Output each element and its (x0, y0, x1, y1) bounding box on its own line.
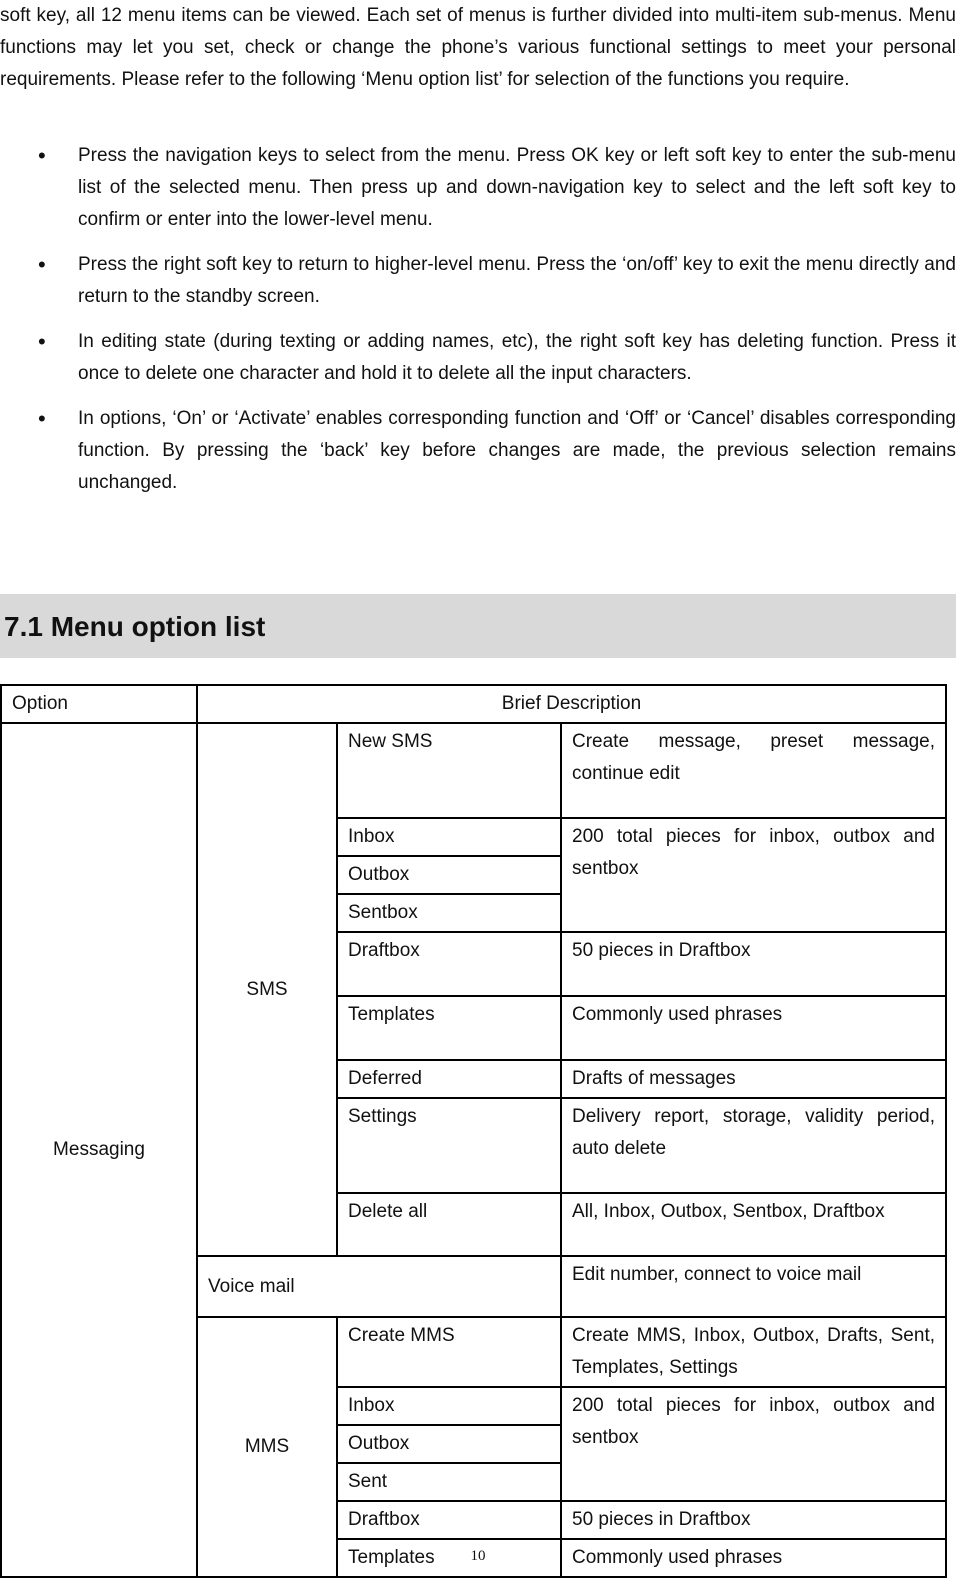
table-row (1, 723, 946, 818)
item-mms-inbox: Inbox (337, 1387, 561, 1425)
item-settings: Settings (337, 1098, 561, 1193)
item-inbox: Inbox (337, 818, 561, 856)
submenu-voice-mail: Voice mail (197, 1256, 561, 1317)
desc-settings: Delivery report, storage, validity period, auto delete (561, 1098, 946, 1193)
desc-mms-templates: Commonly used phrases (561, 1539, 946, 1577)
intro-paragraph: soft key, all 12 menu items can be viewed. Each set of menus is further divided into multi-item sub-menus. Menu functions may let you set, check or change the phone’s various functional settings to meet your personal requirements. Please refer to the following ‘Menu option list’ for selection of the functions you require. (0, 5, 956, 90)
item-mms-draftbox: Draftbox (337, 1501, 561, 1539)
list-item: • Press the navigation keys to select from the menu. Press OK key or left soft key to enter the sub-menu list of the selected menu. Then press up and down-navigation key to select and the left soft key to confirm or enter into the lower-level menu. (0, 140, 956, 236)
desc-mms-inbox-outbox-sent: 200 total pieces for inbox, outbox and sentbox (561, 1387, 946, 1501)
table-header-row (1, 685, 946, 723)
item-mms-templates: Templates (337, 1539, 561, 1577)
header-brief-description: Brief Description (197, 685, 946, 723)
item-sentbox: Sentbox (337, 894, 561, 932)
item-create-mms: Create MMS (337, 1317, 561, 1387)
desc-mms-draftbox: 50 pieces in Draftbox (561, 1501, 946, 1539)
item-mms-sent: Sent (337, 1463, 561, 1501)
item-delete-all: Delete all (337, 1193, 561, 1256)
desc-draftbox: 50 pieces in Draftbox (561, 932, 946, 996)
item-mms-outbox: Outbox (337, 1425, 561, 1463)
desc-voice-mail: Edit number, connect to voice mail (561, 1256, 946, 1317)
page-number: 10 (470, 1548, 486, 1564)
item-deferred: Deferred (337, 1060, 561, 1098)
desc-new-sms: Create message, preset message, continue edit (561, 723, 946, 818)
submenu-mms: MMS (197, 1317, 337, 1577)
desc-templates: Commonly used phrases (561, 996, 946, 1060)
desc-deferred: Drafts of messages (561, 1060, 946, 1098)
option-messaging: Messaging (1, 723, 197, 1577)
item-new-sms: New SMS (337, 723, 561, 818)
section-heading-band (0, 594, 956, 658)
desc-inbox-outbox-sentbox: 200 total pieces for inbox, outbox and sentbox (561, 818, 946, 932)
header-option: Option (1, 685, 197, 723)
menu-option-table (0, 684, 947, 1578)
instruction-list (0, 140, 956, 512)
desc-delete-all: All, Inbox, Outbox, Sentbox, Draftbox (561, 1193, 946, 1256)
list-item: • In editing state (during texting or adding names, etc), the right soft key has deleting function. Press it once to delete one character and hold it to delete all the input characters. (0, 326, 956, 390)
desc-create-mms: Create MMS, Inbox, Outbox, Drafts, Sent, Templates, Settings (561, 1317, 946, 1387)
list-item: • In options, ‘On’ or ‘Activate’ enables corresponding function and ‘Off’ or ‘Cancel’ disables corresponding function. By pressing the ‘back’ key before changes are made, the previous selection remains unchanged. (0, 403, 956, 499)
item-outbox: Outbox (337, 856, 561, 894)
list-item: • Press the right soft key to return to higher-level menu. Press the ‘on/off’ key to exit the menu directly and return to the standby screen. (0, 249, 956, 313)
item-draftbox: Draftbox (337, 932, 561, 996)
submenu-sms: SMS (197, 723, 337, 1256)
section-heading: 7.1 Menu option list (4, 611, 266, 642)
item-templates: Templates (337, 996, 561, 1060)
